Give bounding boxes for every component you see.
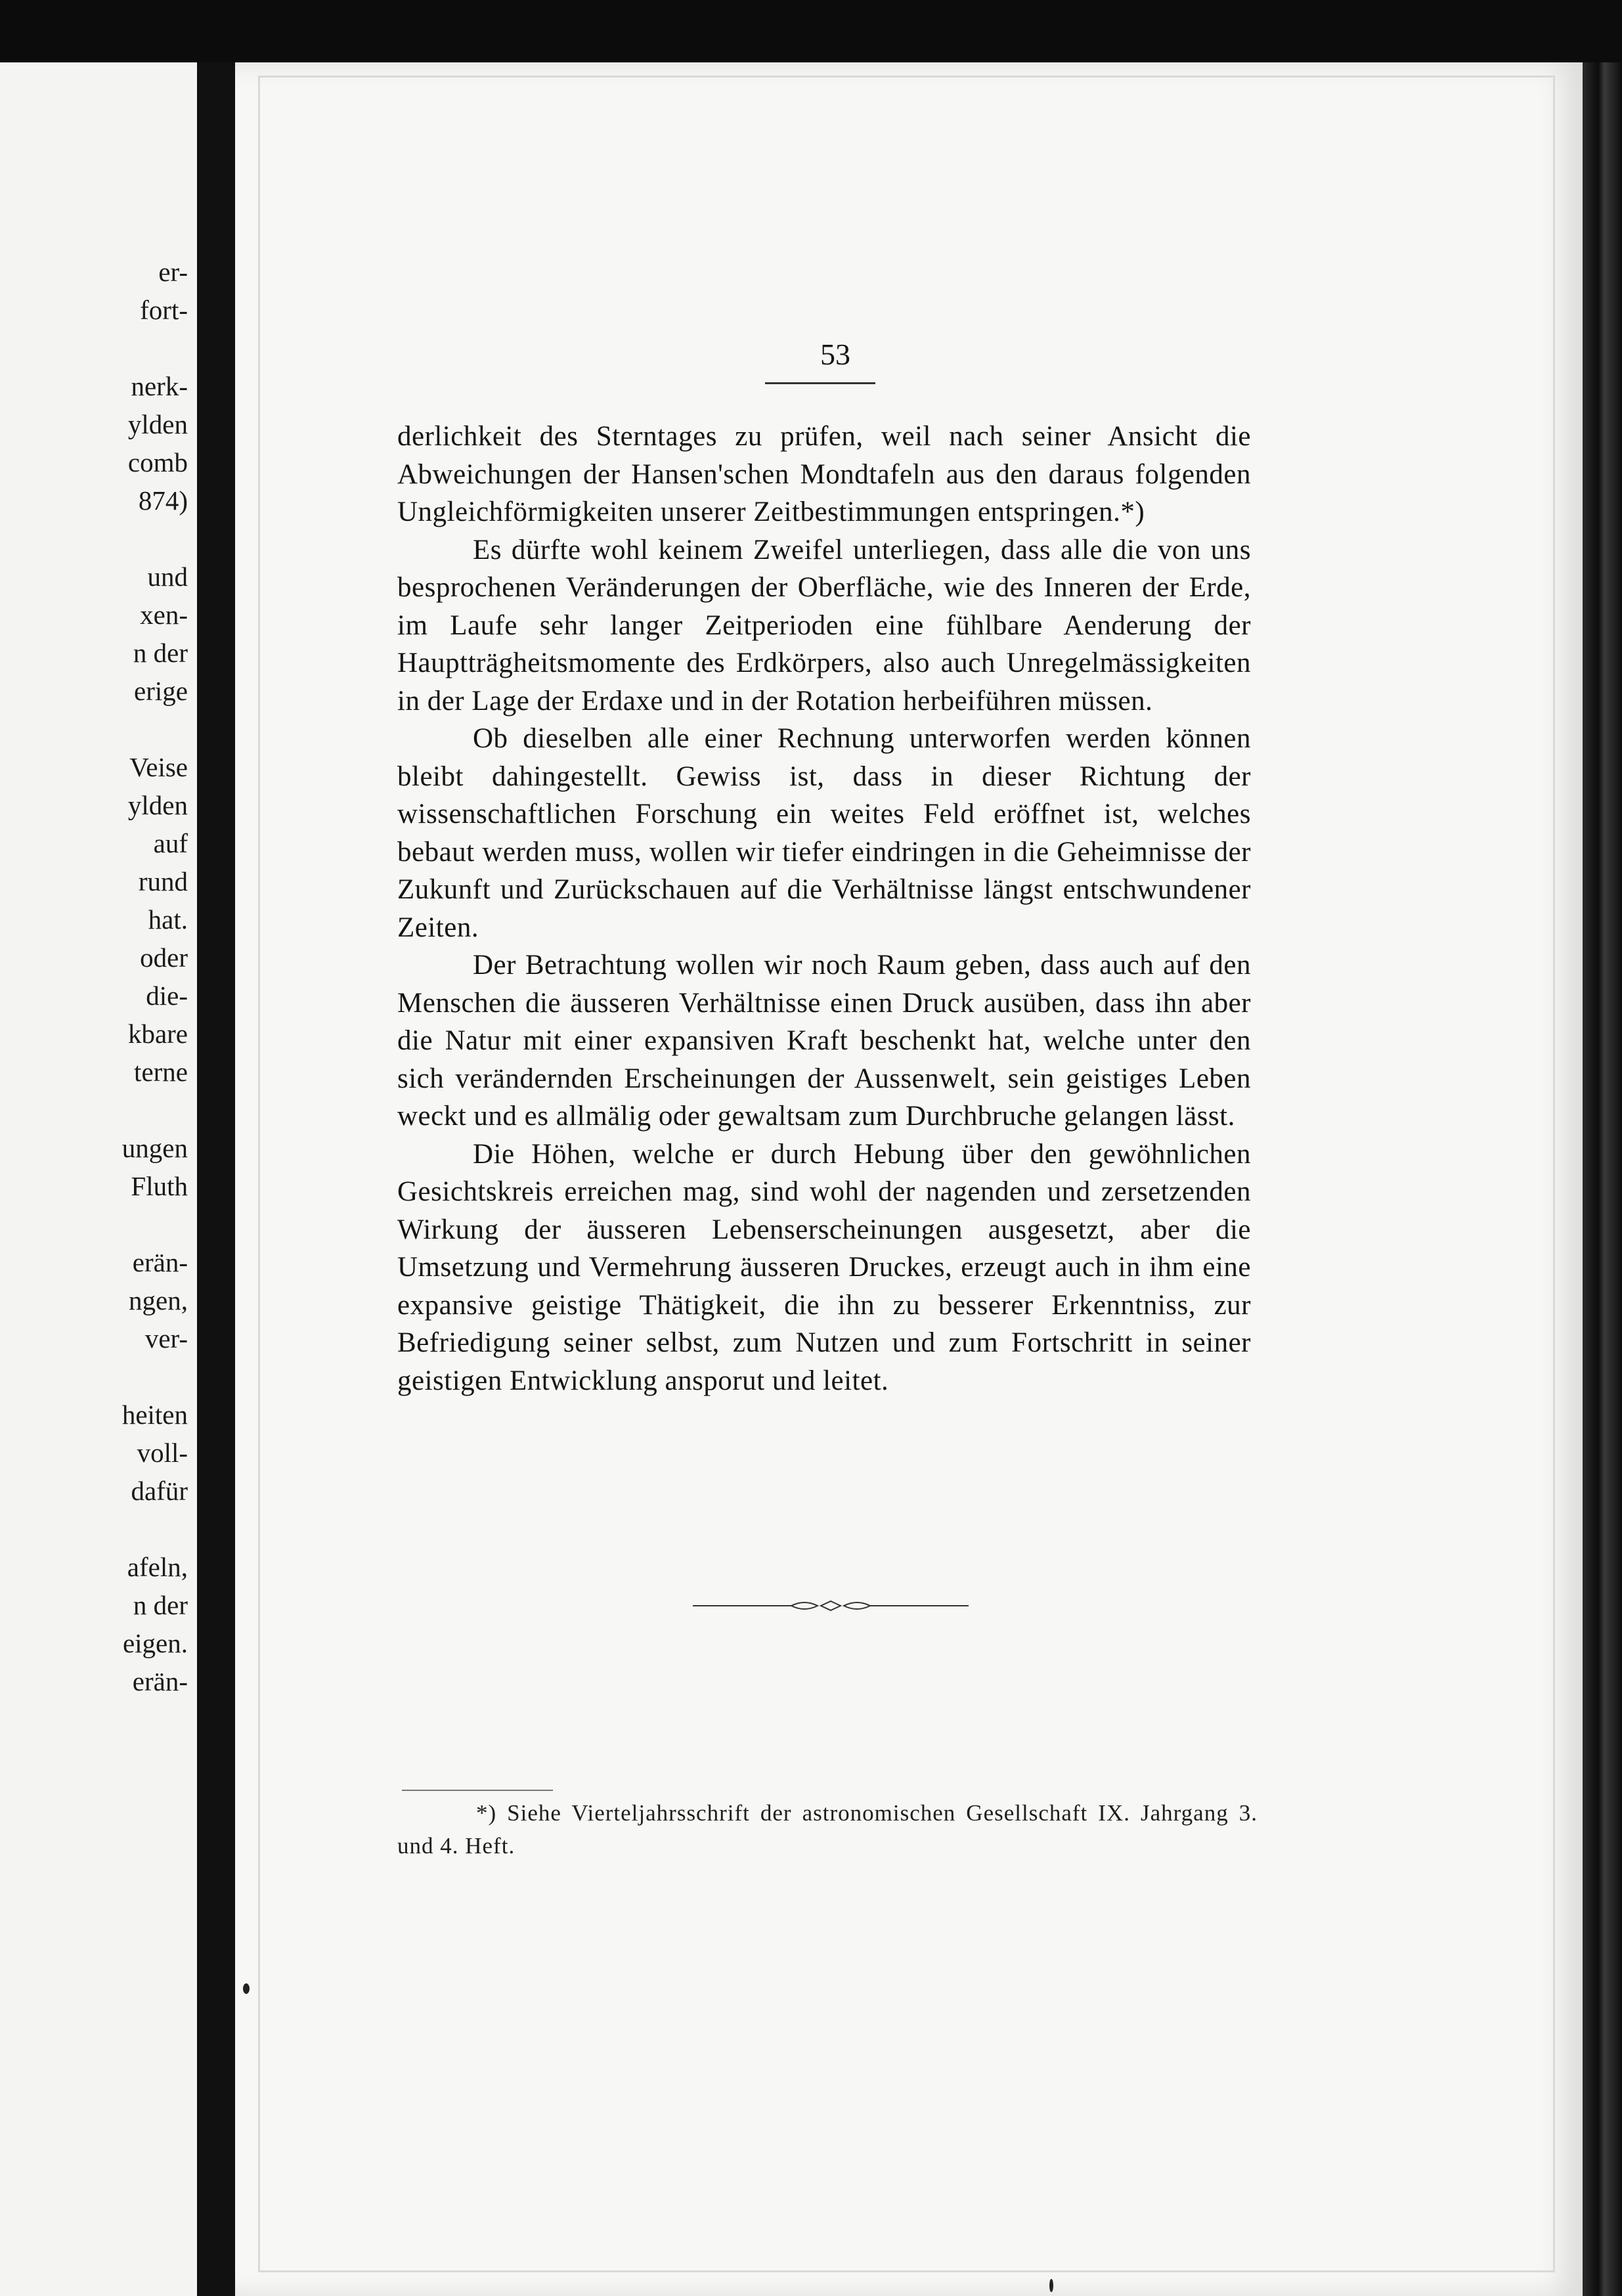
facing-page-line bbox=[0, 177, 188, 215]
facing-page-line: Fluth bbox=[131, 1171, 188, 1201]
facing-page-line bbox=[0, 62, 188, 100]
facing-page-line bbox=[0, 1510, 188, 1548]
facing-page-line bbox=[0, 139, 188, 177]
facing-page-line bbox=[0, 1205, 188, 1243]
facing-page-line bbox=[0, 329, 188, 367]
paragraph: derlichkeit des Sterntages zu prüfen, weil nach seiner Ansicht die Abweichungen der Hansen'schen Mondtafeln aus den daraus folgenden Ungleichförmigkeiten unserer Zeitbestimmungen entspringen.*) bbox=[397, 421, 1251, 527]
facing-page-line: eigen. bbox=[122, 1628, 188, 1658]
facing-page-line: ungen bbox=[121, 1133, 188, 1163]
facing-page-line: auf bbox=[153, 828, 188, 858]
facing-page-line: erige bbox=[134, 676, 188, 706]
facing-page-line: afeln, bbox=[127, 1552, 188, 1582]
facing-page-line: er- bbox=[158, 257, 188, 287]
facing-page-line bbox=[0, 1358, 188, 1396]
facing-page-line: ngen, bbox=[129, 1285, 188, 1315]
facing-page-line: die- bbox=[146, 981, 188, 1011]
scan-speck bbox=[243, 1983, 250, 1994]
facing-page-line: erän- bbox=[132, 1666, 188, 1696]
facing-page-line bbox=[0, 1091, 188, 1129]
facing-page-line: kbare bbox=[127, 1019, 188, 1049]
facing-page-line bbox=[0, 100, 188, 139]
facing-page-line: fort- bbox=[140, 295, 188, 325]
facing-page-line: Veise bbox=[129, 752, 188, 782]
page-number: 53 bbox=[820, 338, 850, 371]
paragraph: Es dürfte wohl keinem Zweifel unterliegen, dass alle die von uns besprochenen Veränderungen der Oberfläche, wie des Inneren der Erde, im Laufe sehr langer Zeitperioden eine fühlbare Aenderung der Hauptträgheitsmomente des Erdkörpers, also auch Unregelmässigkeiten in der Lage der Erdaxe und in der Rotation herbeiführen müssen. bbox=[397, 534, 1251, 717]
facing-page-line bbox=[0, 519, 188, 558]
facing-page-line: oder bbox=[140, 942, 188, 973]
facing-page-line: xen- bbox=[140, 600, 188, 630]
ornamental-divider bbox=[693, 1596, 969, 1616]
facing-page-line: rund bbox=[138, 866, 188, 896]
footnote bbox=[397, 1797, 1258, 1863]
facing-page-line: nerk- bbox=[131, 371, 188, 401]
facing-page-line: ver- bbox=[144, 1323, 188, 1354]
facing-page-line bbox=[0, 710, 188, 748]
footnote-text: *) Siehe Vierteljahrsschrift der astronomischen Gesellschaft IX. Jahrgang 3. und 4. Heft. bbox=[397, 1800, 1258, 1859]
facing-page bbox=[0, 62, 197, 2296]
facing-page-line: heiten bbox=[121, 1400, 188, 1430]
facing-page-line: terne bbox=[134, 1057, 188, 1087]
facing-page-line: ylden bbox=[127, 409, 188, 439]
facing-page-line: und bbox=[147, 562, 188, 592]
facing-page-line: n der bbox=[133, 638, 188, 668]
footnote-separator bbox=[402, 1790, 553, 1791]
facing-page-line: n der bbox=[133, 1590, 188, 1620]
facing-page-line: voll- bbox=[137, 1438, 188, 1468]
facing-page-line: erän- bbox=[132, 1247, 188, 1277]
page-number-rule bbox=[765, 382, 875, 384]
facing-page-line: dafür bbox=[131, 1476, 188, 1506]
paragraph: Die Höhen, welche er durch Hebung über den gewöhnlichen Gesichtskreis erreichen mag, sind wohl der nagenden und zersetzenden Wirkung der äusseren Lebenserscheinungen ausgesetzt, aber die Umsetzung und Vermehrung äusseren Druckes, erzeugt auch in ihm eine expansive geistige Thätigkeit, die ihn zu besserer Erkenntniss, zur Befriedigung seiner selbst, zum Nutzen und zum Fortschritt in seiner geistigen Entwicklung ansporut und leitet. bbox=[397, 1138, 1251, 1396]
facing-page-line: comb bbox=[127, 447, 188, 477]
body-text bbox=[397, 418, 1251, 1400]
facing-page-line: hat. bbox=[148, 904, 188, 935]
scan-speck bbox=[1049, 2279, 1053, 2292]
facing-page-line: ylden bbox=[127, 790, 188, 820]
book-gutter bbox=[197, 62, 235, 2296]
paragraph: Der Betrachtung wollen wir noch Raum geben, dass auch auf den Menschen die äusseren Verhältnisse einen Druck ausüben, dass ihn aber die Natur mit einer expansiven Kraft beschenkt hat, welche unter den sich verändernden Erscheinungen der Aussenwelt, sein geistiges Leben weckt und es allmälig oder gewaltsam zum Durchbruche gelangen lässt. bbox=[397, 950, 1251, 1132]
facing-page-line: 874) bbox=[138, 485, 188, 516]
page-edge-shadow bbox=[1583, 62, 1622, 2296]
paragraph: Ob dieselben alle einer Rechnung unterworfen werden können bleibt dahingestellt. Gewiss ist, dass in dieser Richtung der wissenschaftlichen Forschung ein weites Feld eröffnet ist, welches bebaut werden muss, wollen wir tiefer eindringen in die Geheimnisse der Zukunft und Zurückschauen auf die Verhältnisse längst entschwundener Zeiten. bbox=[397, 723, 1251, 943]
facing-page-text-fragments bbox=[0, 62, 188, 1700]
facing-page-line bbox=[0, 215, 188, 253]
